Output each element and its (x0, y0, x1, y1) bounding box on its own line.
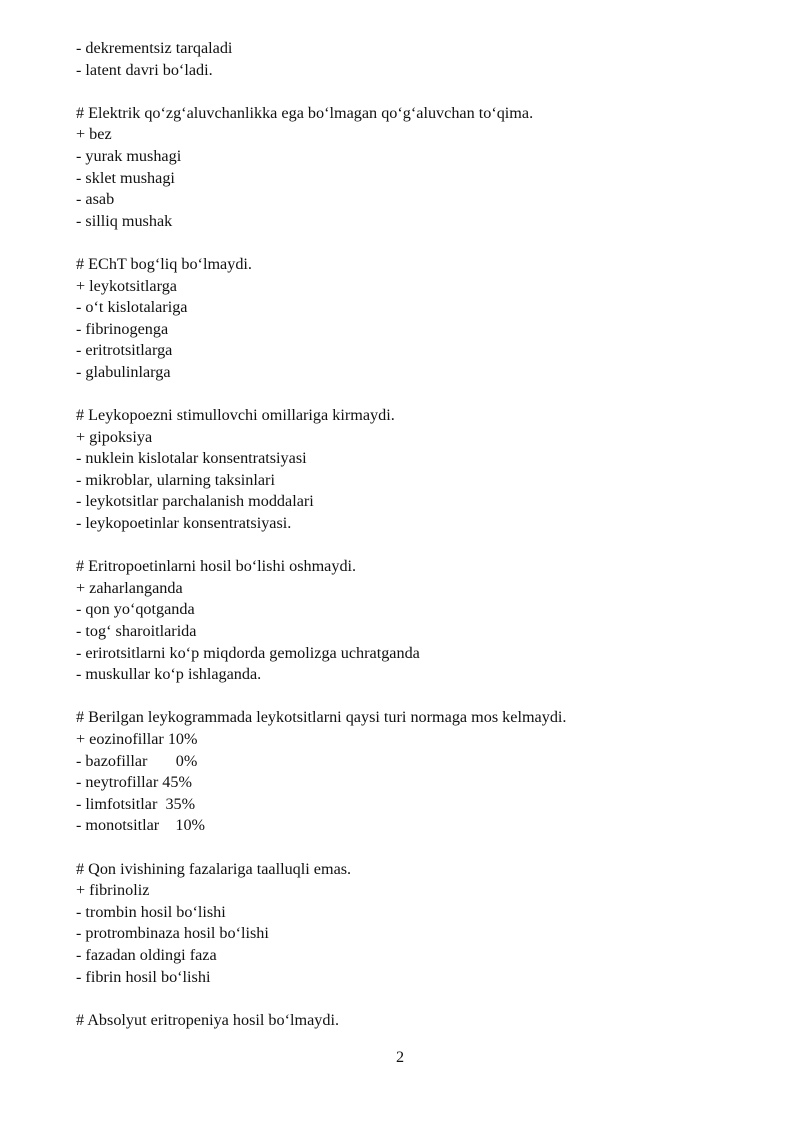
answer-option: - erirotsitlarni ko‘p miqdorda gemolizga uchratganda (76, 643, 420, 662)
answer-option: - bazofillar 0% (76, 751, 198, 770)
answer-option: - fazadan oldingi faza (76, 945, 217, 964)
answer-option: - limfotsitlar 35% (76, 794, 196, 813)
answer-option: - fibrin hosil bo‘lishi (76, 967, 211, 986)
answer-option: - leykopoetinlar konsentratsiyasi. (76, 514, 292, 533)
question-text: # Berilgan leykogrammada leykotsitlarni qaysi turi normaga mos kelmaydi. (76, 708, 567, 727)
question-text: # Eritropoetinlarni hosil bo‘lishi oshmaydi. (76, 557, 357, 576)
answer-option: - nuklein kislotalar konsentratsiyasi (76, 449, 307, 468)
question-text: # Leykopoezni stimullovchi omillariga kirmaydi. (76, 406, 395, 425)
answer-option: - qon yo‘qotganda (76, 600, 195, 619)
answer-option: + bez (76, 125, 112, 144)
question-text: # EChT bog‘liq bo‘lmaydi. (76, 254, 252, 273)
question-text: # Qon ivishining fazalariga taalluqli emas. (76, 859, 352, 878)
document-page (76, 38, 756, 1031)
answer-option: - latent davri bo‘ladi. (76, 60, 213, 79)
question-block (76, 405, 756, 535)
answer-option: - sklet mushagi (76, 168, 175, 187)
answer-option: + fibrinoliz (76, 881, 150, 900)
question-block (76, 103, 756, 233)
question-block (76, 254, 756, 384)
question-block (76, 859, 756, 989)
question-text: # Elektrik qo‘zg‘aluvchanlikka ega bo‘lmagan qo‘g‘aluvchan to‘qima. (76, 103, 534, 122)
question-block (76, 1010, 756, 1032)
answer-option: - trombin hosil bo‘lishi (76, 902, 226, 921)
question-block (76, 556, 756, 686)
page-number: 2 (395, 1048, 405, 1066)
intro-answers (76, 38, 756, 81)
answer-option: - fibrinogenga (76, 319, 169, 338)
answer-option: + leykotsitlarga (76, 276, 177, 295)
answer-option: - asab (76, 190, 115, 209)
answer-option: - protrombinaza hosil bo‘lishi (76, 924, 269, 943)
answer-option: - eritrotsitlarga (76, 341, 173, 360)
answer-option: + zaharlanganda (76, 578, 183, 597)
answer-option: - leykotsitlar parchalanish moddalari (76, 492, 314, 511)
answer-option: + gipoksiya (76, 427, 153, 446)
answer-option: - monotsitlar 10% (76, 816, 206, 835)
question-block (76, 707, 756, 837)
answer-option: - tog‘ sharoitlarida (76, 622, 197, 641)
answer-option: - mikroblar, ularning taksinlari (76, 470, 275, 489)
answer-option: - glabulinlarga (76, 362, 171, 381)
answer-option: - yurak mushagi (76, 146, 182, 165)
answer-option: - neytrofillar 45% (76, 773, 192, 792)
answer-option: - silliq mushak (76, 211, 173, 230)
answer-option: - muskullar ko‘p ishlaganda. (76, 665, 262, 684)
answer-option: - dekrementsiz tarqaladi (76, 39, 233, 57)
answer-option: - o‘t kislotalariga (76, 298, 188, 317)
answer-option: + eozinofillar 10% (76, 730, 198, 748)
question-text: # Absolyut eritropeniya hosil bo‘lmaydi. (76, 1010, 340, 1029)
